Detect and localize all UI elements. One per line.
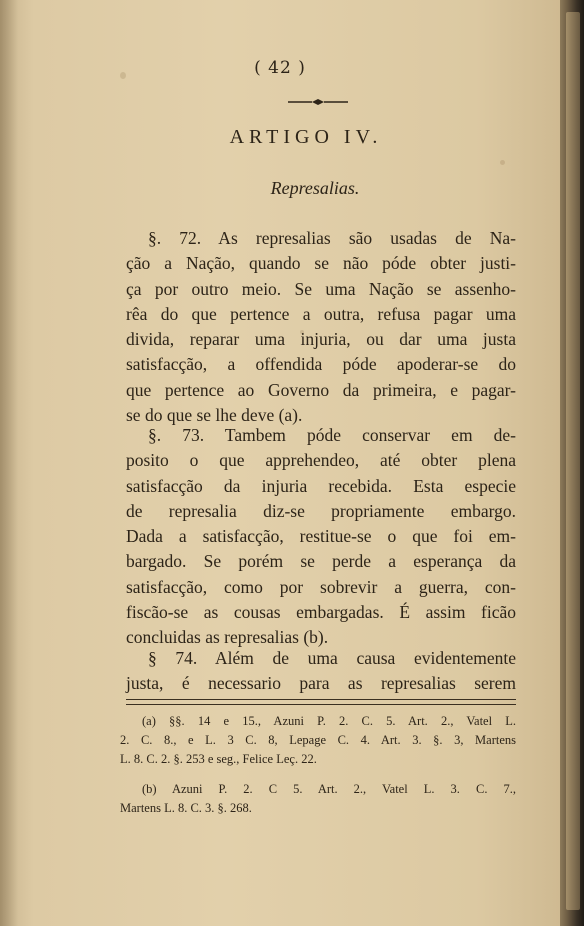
- footnote-line: Martens L. 8. C. 3. §. 268.: [120, 801, 252, 815]
- footnote-divider: [126, 704, 516, 705]
- paragraph-74: [126, 646, 516, 697]
- article-heading: ARTIGO IV.: [229, 126, 383, 148]
- footnote-a: [120, 712, 516, 769]
- footnote-line: (b) Azuni P. 2. C 5. Art. 2., Vatel L. 3. C. 7.,: [142, 782, 516, 796]
- text-line: §. 72. As represalias são usadas de Na-: [148, 228, 516, 248]
- text-line: divida, reparar uma injuria, ou dar uma justa: [126, 329, 516, 350]
- paragraph-73: [126, 423, 516, 651]
- text-line: fiscão-se as cousas embargadas. É assim ficão: [126, 602, 516, 623]
- text-line: posito o que apprehendeo, até obter plena: [126, 450, 516, 471]
- paragraph-72: [126, 226, 516, 428]
- text-line: satisfacção da injuria recebida. Esta especie: [126, 475, 516, 496]
- text-line: que pertence ao Governo da primeira, e pagar-: [126, 379, 516, 400]
- page-stack-edge: [566, 12, 580, 910]
- text-line: §. 73. Tambem póde conservar em de-: [148, 425, 516, 445]
- text-line: de represalia diz-se propriamente embargo.: [126, 500, 516, 521]
- text-line: ção a Nação, quando se não póde obter justi-: [126, 253, 516, 274]
- text-line: justa, é necessario para as represalias serem: [126, 673, 516, 694]
- footnote-line: (a) §§. 14 e 15., Azuni P. 2. C. 5. Art. 2., Vatel L.: [142, 714, 516, 728]
- text-line: Dada a satisfacção, restitue-se o que foi em-: [126, 526, 516, 547]
- text-line: ça por outro meio. Se uma Nação se assenho-: [126, 278, 516, 299]
- footnote-b: [120, 780, 516, 818]
- footnote-divider: [126, 699, 516, 700]
- text-line: bargado. Se porém se perde a esperança da: [126, 551, 516, 572]
- text-line: § 74. Além de uma causa evidentemente: [148, 648, 516, 668]
- footnote-line: L. 8. C. 2. §. 253 e seg., Felice Leç. 22.: [120, 752, 317, 766]
- foxing-spot: [500, 160, 505, 165]
- footnotes: [120, 712, 516, 818]
- page-number: ( 42 ): [254, 58, 306, 78]
- footnote-line: 2. C. 8., e L. 3 C. 8, Lepage C. 4. Art. 3. §. 3, Martens: [120, 733, 516, 747]
- text-line: rêa do que pertence a outra, refusa pagar uma: [126, 303, 516, 324]
- text-line: se do que se lhe deve (a).: [126, 405, 303, 426]
- ornament-rule-icon: [288, 98, 348, 106]
- section-subheading: Represalias.: [270, 178, 360, 198]
- text-line: concluidas as represalias (b).: [126, 627, 329, 648]
- text-line: satisfacção, como por sobrevir a guerra, con-: [126, 576, 516, 597]
- text-line: satisfacção, a offendida póde apoderar-se do: [126, 354, 516, 375]
